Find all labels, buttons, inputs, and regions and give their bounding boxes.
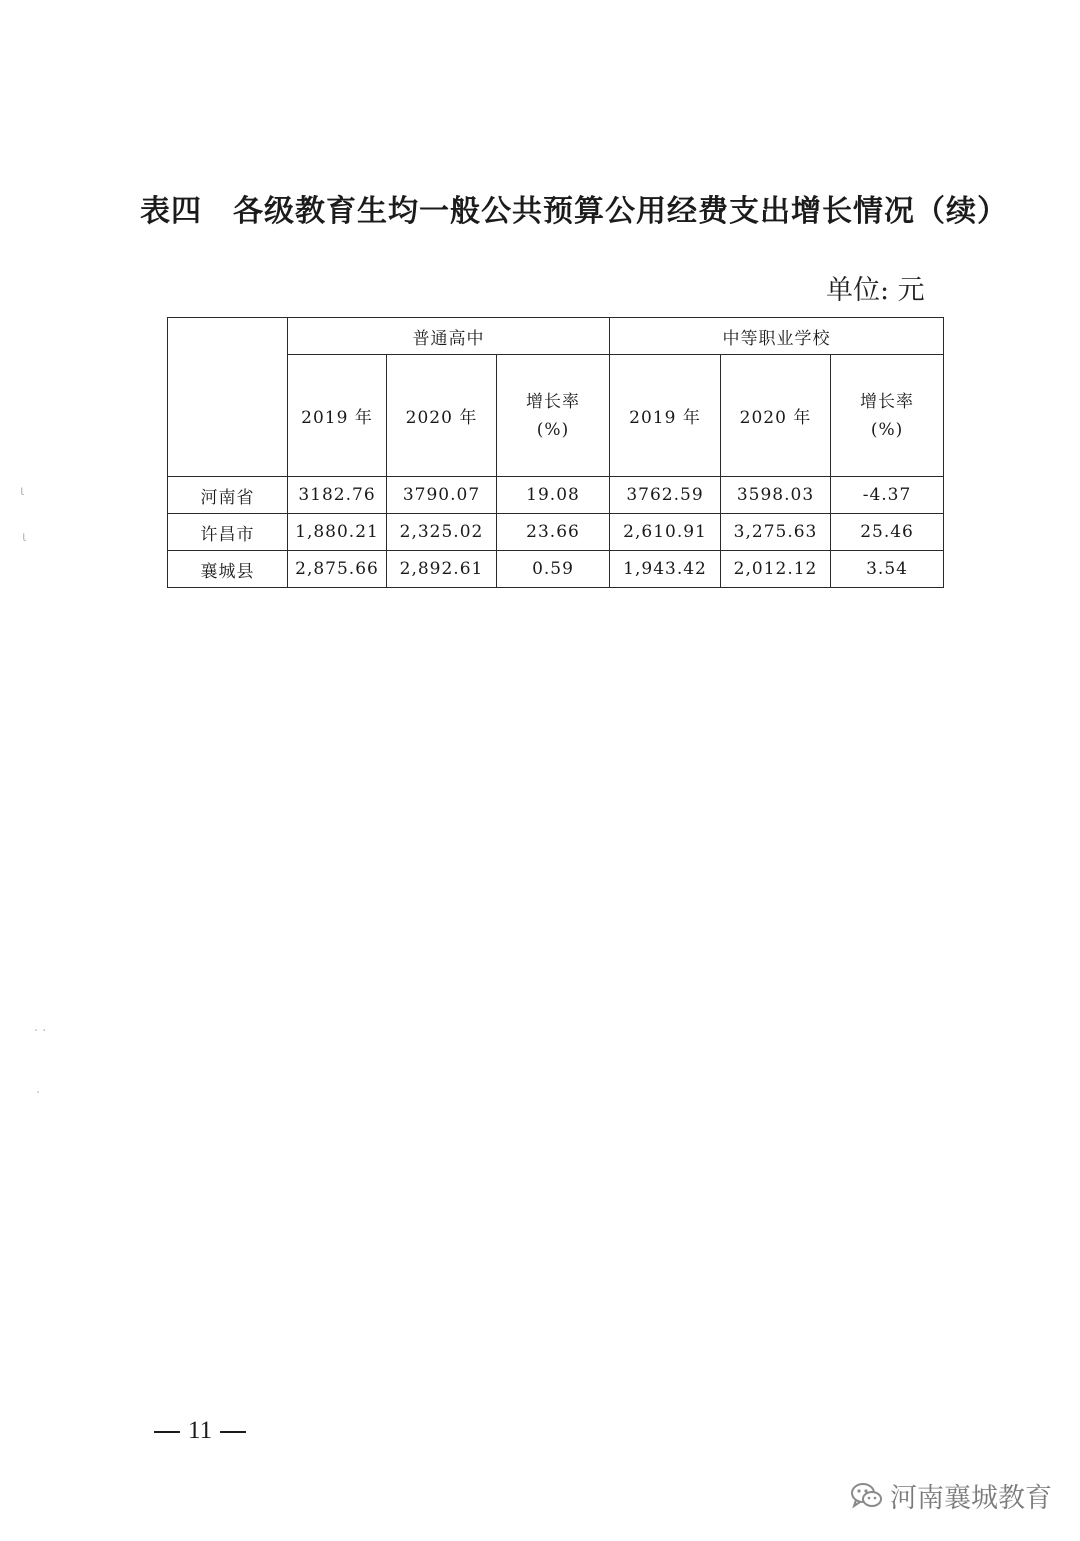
table-cell: 0.59: [497, 551, 610, 588]
region-name: 许昌市: [168, 514, 288, 551]
table-cell: 1,943.42: [610, 551, 721, 588]
table-cell: 3762.59: [610, 477, 721, 514]
growth-rate-label: 增长率: [526, 391, 580, 412]
header-year-2019: 2019 年: [288, 355, 387, 477]
scan-artifact: · ·: [34, 1024, 47, 1039]
table-cell: 1,880.21: [288, 514, 387, 551]
table-cell: 2,875.66: [288, 551, 387, 588]
wechat-icon: [850, 1481, 884, 1511]
growth-rate-unit: (%): [536, 419, 570, 440]
page-number-value: 11: [188, 1417, 213, 1444]
dash-right: [220, 1431, 246, 1433]
scan-artifact: ι: [22, 530, 27, 545]
table-cell: 2,012.12: [721, 551, 831, 588]
table-cell: 25.46: [831, 514, 944, 551]
header-growth-rate: [497, 355, 610, 477]
table-cell: 2,892.61: [387, 551, 497, 588]
unit-label: 单位: 元: [826, 275, 925, 306]
table-cell: 3.54: [831, 551, 944, 588]
table-cell: 19.08: [497, 477, 610, 514]
page-number: [146, 1417, 254, 1445]
watermark: [850, 1476, 1052, 1515]
table-cell: 2,610.91: [610, 514, 721, 551]
table-cell: 3790.07: [387, 477, 497, 514]
expenditure-table: [167, 317, 944, 588]
growth-rate-label: 增长率: [860, 391, 915, 412]
dash-left: [154, 1431, 180, 1433]
table-row: [168, 514, 944, 551]
scan-artifact: ·: [36, 1086, 41, 1101]
group-header-row: [168, 318, 944, 355]
scan-artifact: ι: [20, 484, 25, 499]
table-cell: 3182.76: [288, 477, 387, 514]
watermark-text: 河南襄城教育: [890, 1483, 1052, 1514]
header-year-2020: 2020 年: [721, 355, 831, 477]
growth-rate-unit: (%): [870, 419, 904, 440]
table-cell: -4.37: [831, 477, 944, 514]
table-cell: 3,275.63: [721, 514, 831, 551]
group-header-high-school: 普通高中: [288, 318, 610, 355]
corner-cell: [168, 318, 288, 477]
table-title: 表四 各级教育生均一般公共预算公用经费支出增长情况（续）: [140, 194, 1008, 229]
table-cell: 3598.03: [721, 477, 831, 514]
header-growth-rate: [831, 355, 944, 477]
table-row: [168, 551, 944, 588]
header-year-2020: 2020 年: [387, 355, 497, 477]
header-year-2019: 2019 年: [610, 355, 721, 477]
region-name: 襄城县: [168, 551, 288, 588]
table-row: [168, 477, 944, 514]
table-cell: 2,325.02: [387, 514, 497, 551]
region-name: 河南省: [168, 477, 288, 514]
table-cell: 23.66: [497, 514, 610, 551]
group-header-vocational: 中等职业学校: [610, 318, 944, 355]
